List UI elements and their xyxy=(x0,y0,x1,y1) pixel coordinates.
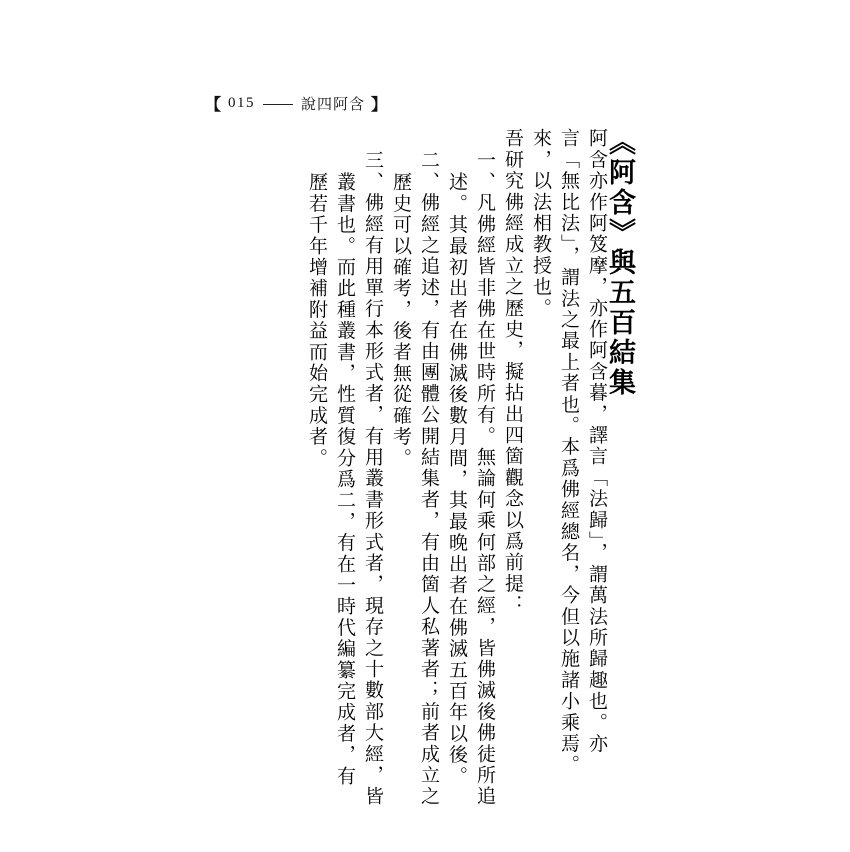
text-column: 叢書也。而此種叢書，性質復分爲二，有在一時代編纂完成者，有 xyxy=(334,172,355,787)
text-column: 一、凡佛經皆非佛在世時所有。無論何乘何部之經，皆佛滅後佛徒所追 xyxy=(474,150,495,808)
running-head-rule xyxy=(263,104,293,105)
text-column: 歷若千年增補附益而始完成者。 xyxy=(306,172,327,469)
text-column: 阿含亦作阿笈摩，亦作阿含暮，譯言「法歸」，謂萬法所歸趣也。亦 xyxy=(586,128,607,755)
text-column: 言「無比法」，謂法之最上者也。本爲佛經總名，今但以施諸小乘焉。 xyxy=(558,128,579,776)
running-head xyxy=(205,92,388,115)
bracket-close-glyph: 】 xyxy=(371,97,389,114)
text-column: 歷史可以確考，後者無從確考。 xyxy=(390,172,411,469)
bracket-open-glyph: 【 xyxy=(205,97,223,114)
section-heading: 《阿含》與五百結集 xyxy=(605,128,635,398)
vertical-text-body xyxy=(195,128,635,808)
text-column: 述。其最初出者在佛滅後數月間，其最晚出者在佛滅五百年以後。 xyxy=(446,172,467,787)
page-number: 015 xyxy=(228,95,256,111)
text-column: 來，以法相教授也。 xyxy=(530,128,551,319)
text-column: 吾研究佛經成立之歷史，擬拈出四箇觀念以爲前提： xyxy=(502,128,523,616)
text-column: 二、佛經之追述，有由團體公開結集者，有由箇人私著者；前者成立之 xyxy=(418,150,439,808)
running-head-title: 說四阿含 xyxy=(301,97,366,113)
text-column: 三、佛經有用單行本形式者，有用叢書形式者，現存之十數部大經，皆 xyxy=(362,150,383,808)
